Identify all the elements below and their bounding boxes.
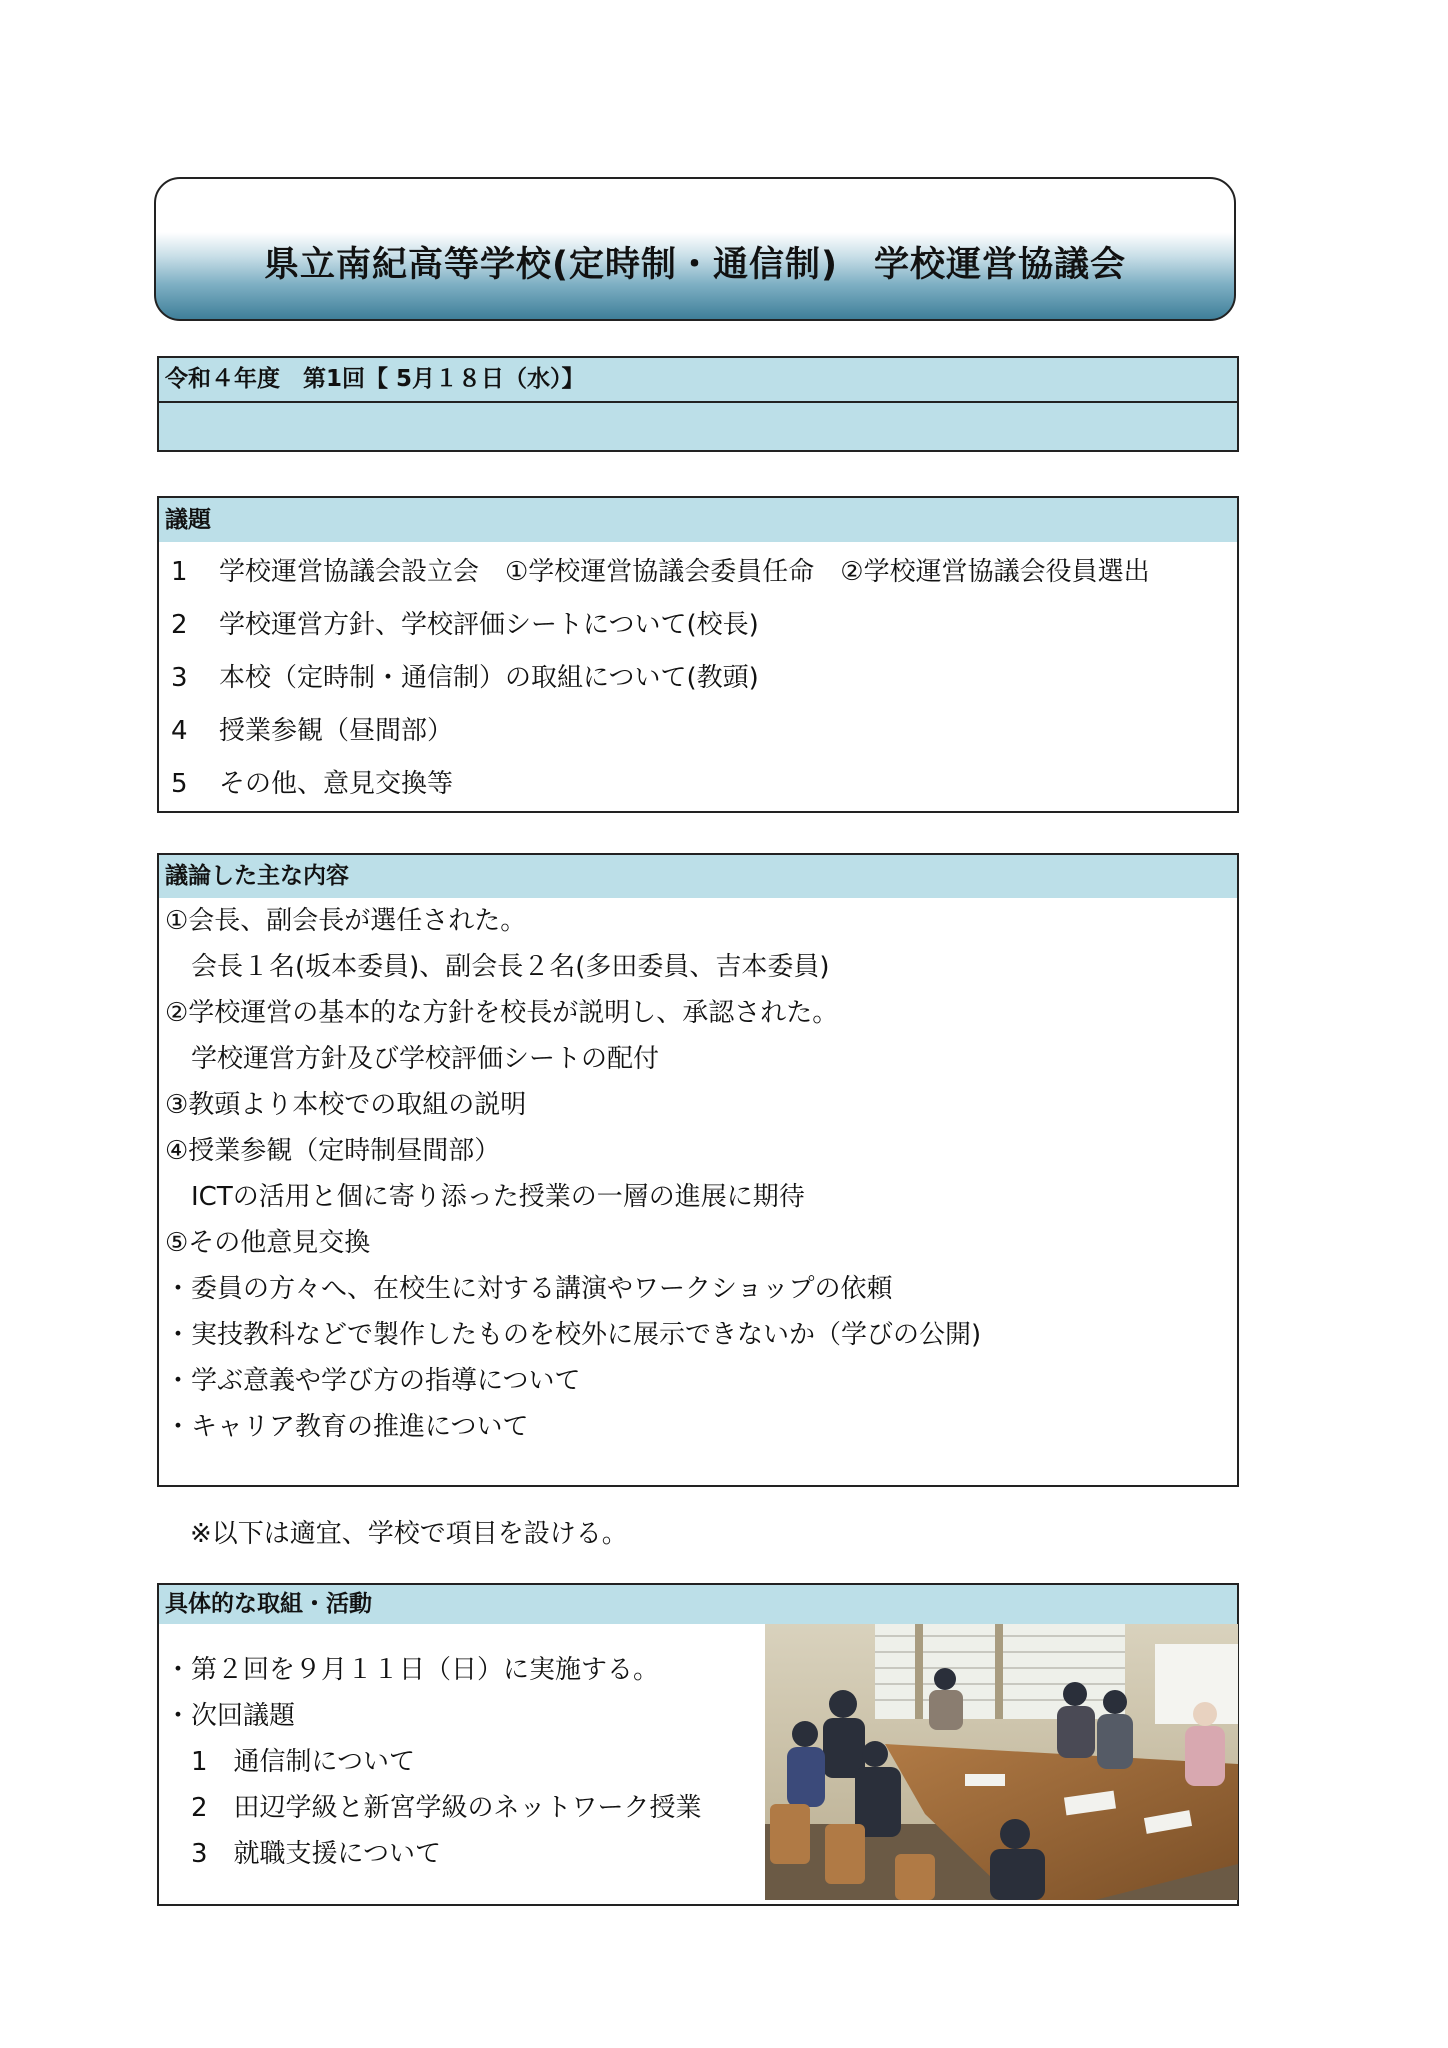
agenda-item-number: 3 <box>171 663 188 693</box>
agenda-list <box>159 542 1237 811</box>
agenda-item-text: 授業参観（昼間部） <box>219 716 454 746</box>
agenda-item-number: 4 <box>171 716 188 746</box>
discussion-line: ①会長、副会長が選任された。 <box>165 906 527 936</box>
discussion-line: ②学校運営の基本的な方針を校長が説明し、承認された。 <box>165 998 839 1028</box>
agenda-item-number: 2 <box>171 610 188 640</box>
agenda-box <box>157 496 1239 813</box>
discussion-line: ・委員の方々へ、在校生に対する講演やワークショップの依頼 <box>165 1274 893 1304</box>
discussion-line: ・キャリア教育の推進について <box>165 1412 529 1442</box>
agenda-item-text: その他、意見交換等 <box>219 769 454 799</box>
agenda-item-number: 5 <box>171 769 188 799</box>
discussion-line: 会長１名(坂本委員)、副会長２名(多田委員、吉本委員) <box>165 952 830 982</box>
meeting-photo <box>765 1624 1238 1900</box>
meeting-subline <box>159 403 1237 450</box>
activities-header: 具体的な取組・活動 <box>159 1585 1237 1624</box>
agenda-header: 議題 <box>159 498 1237 542</box>
meeting-header: 令和４年度 第1回【 5月１８日（水）】 <box>159 358 1237 403</box>
agenda-item <box>159 546 1237 599</box>
activities-line: 3 就職支援について <box>165 1839 442 1869</box>
note-text: ※以下は適宜、学校で項目を設ける。 <box>190 1519 628 1549</box>
activities-box <box>157 1583 1239 1906</box>
discussion-box <box>157 853 1239 1487</box>
discussion-line: 学校運営方針及び学校評価シートの配付 <box>165 1044 660 1074</box>
activities-line: ・第２回を９月１１日（日）に実施する。 <box>165 1655 660 1685</box>
page-title: 県立南紀高等学校(定時制・通信制) 学校運営協議会 <box>264 245 1126 285</box>
agenda-item-text: 本校（定時制・通信制）の取組について(教頭) <box>219 663 759 693</box>
agenda-item <box>159 758 1237 811</box>
discussion-line: ICTの活用と個に寄り添った授業の一層の進展に期待 <box>165 1182 805 1212</box>
activities-line: 1 通信制について <box>165 1747 416 1777</box>
agenda-item-text: 学校運営方針、学校評価シートについて(校長) <box>219 610 759 640</box>
agenda-item <box>159 705 1237 758</box>
activities-line: ・次回議題 <box>165 1701 296 1731</box>
meeting-info-box <box>157 356 1239 452</box>
discussion-line: ④授業参観（定時制昼間部） <box>165 1136 501 1166</box>
agenda-item <box>159 599 1237 652</box>
discussion-line: ・学ぶ意義や学び方の指導について <box>165 1366 581 1396</box>
title-banner <box>154 177 1236 321</box>
agenda-item <box>159 652 1237 705</box>
discussion-line: ・実技教科などで製作したものを校外に展示できないか（学びの公開) <box>165 1320 982 1350</box>
discussion-list <box>159 898 1237 1450</box>
discussion-header: 議論した主な内容 <box>159 855 1237 898</box>
agenda-item-number: 1 <box>171 557 188 587</box>
activities-list <box>165 1647 702 1877</box>
agenda-item-text: 学校運営協議会設立会 ①学校運営協議会委員任命 ②学校運営協議会役員選出 <box>219 557 1150 587</box>
discussion-line: ③教頭より本校での取組の説明 <box>165 1090 527 1120</box>
activities-line: 2 田辺学級と新宮学級のネットワーク授業 <box>165 1793 702 1823</box>
discussion-line: ⑤その他意見交換 <box>165 1228 371 1258</box>
